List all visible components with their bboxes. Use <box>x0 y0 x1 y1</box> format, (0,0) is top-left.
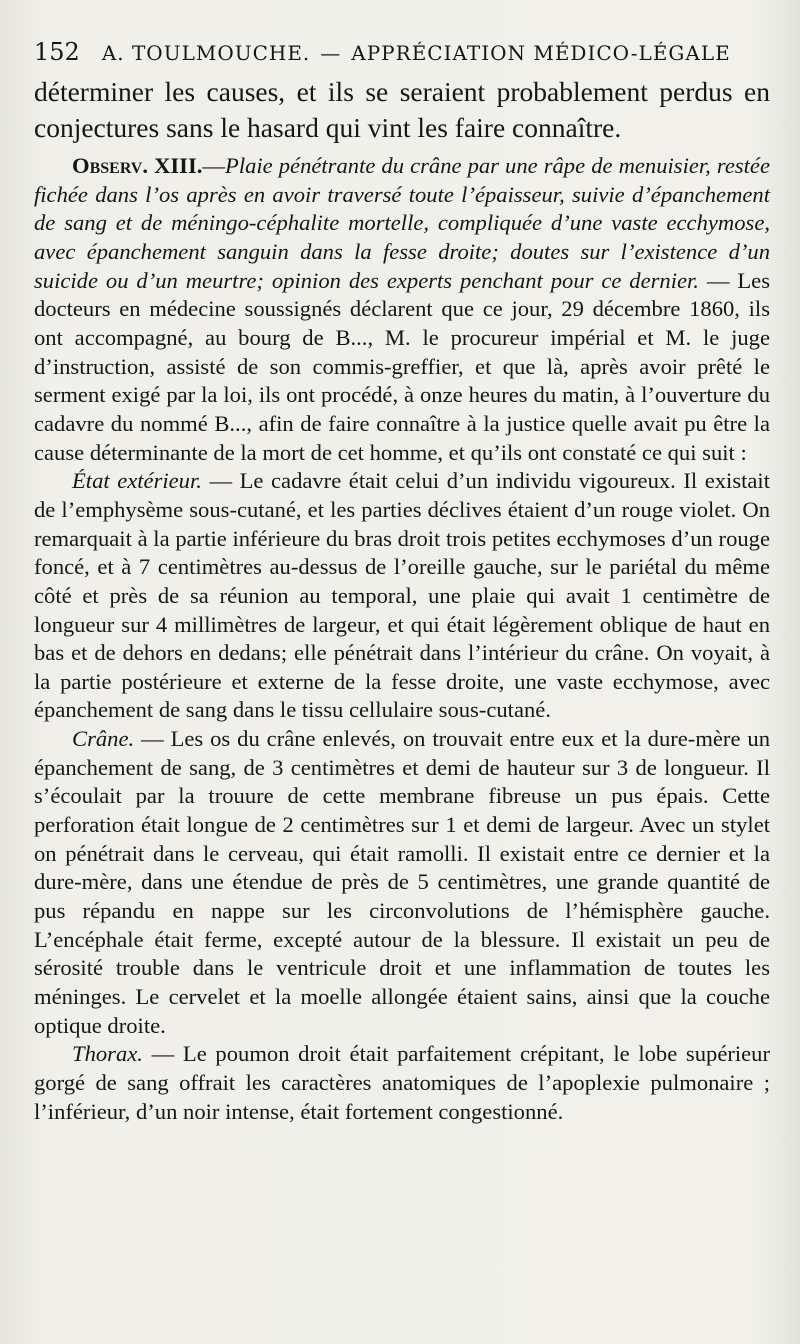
lead-paragraph: déterminer les causes, et ils se seraient probablement perdus en conjectures sans le hasard qui vint les faire connaître. <box>34 76 770 143</box>
section-thorax <box>34 1040 770 1126</box>
section-etat-exterieur <box>34 467 770 725</box>
observation-label: Observ. <box>72 153 149 178</box>
running-header <box>34 38 770 66</box>
observation-dash: — <box>202 153 226 178</box>
running-head-author: A. TOULMOUCHE. <box>101 41 311 65</box>
page-number: 152 <box>34 38 80 66</box>
running-head-dash: — <box>320 41 342 65</box>
running-head-title: APPRÉCIATION MÉDICO-LÉGALE <box>351 41 731 65</box>
running-head <box>102 41 770 65</box>
section-text: — Le poumon droit était parfaitement crépitant, le lobe supérieur gorgé de sang offrait les caractères anatomiques de l’apoplexie pulmonaire ; l’inférieur, d’un noir intense, était fortement congestionné. <box>34 1041 770 1124</box>
observation-text: — Les docteurs en médecine soussignés déclarent que ce jour, 29 décembre 1860, ils ont accompagné, au bourg de B..., M. le procureur impérial et M. le juge d’instruction, assisté de son commis-greffier, et que là, après avoir prêté le serment exigé par la loi, ils ont procédé, à onze heures du matin, à l’ouverture du cadavre du nommé B..., afin de faire connaître à la justice quelle avait pu être la cause déterminante de la mort de cet homme, et qu’ils ont constaté ce qui suit : <box>34 267 770 465</box>
section-heading: Thorax. <box>72 1041 143 1067</box>
observation-summary: Plaie pénétrante du crâne par une râpe de menuisier, restée fichée dans l’os après en avoir traversé toute l’épaisseur, suivie d’épanchement de sang et de méningo-céphalite mortelle, compliquée d’une vaste ecchymose, avec épanchement sanguin dans la fesse droite; doutes sur l’existence d’un suicide ou d’un meurtre; opinion des experts penchant pour ce dernier. <box>34 153 770 293</box>
observation-number: XIII. <box>154 153 203 178</box>
section-text: — Les os du crâne enlevés, on trouvait entre eux et la dure-mère un épanchement de sang, de 3 centimètres et demi de hauteur sur 3 de longueur. Il s’écoulait par la trouure de cette membrane fibreuse un pus épais. Cette perforation était longue de 2 centimètres sur 1 et demi de largeur. Avec un stylet on pénétrait dans le cerveau, qui était ramolli. Il existait entre ce dernier et la dure-mère, dans une étendue de près de 5 centimètres, une grande quantité de pus répandu en nappe sur les circonvolutions de l’hémisphère gauche. L’encéphale était ferme, excepté autour de la blessure. Il existait un peu de sérosité trouble dans le ventricule droit et une inflammation de toutes les méninges. Le cervelet et la moelle allongée étaient sains, ainsi que la couche optique droite. <box>34 726 770 1038</box>
observation-paragraph <box>34 152 770 467</box>
section-crane <box>34 725 770 1040</box>
section-heading: État extérieur. <box>72 468 202 494</box>
section-text: — Le cadavre était celui d’un individu vigoureux. Il existait de l’emphysème sous-cutané, et les parties déclives étaient d’un rouge violet. On remarquait à la partie inférieure du bras droit trois petites ecchymoses d’un rouge foncé, et à 7 centimètres au-dessus de l’oreille gauche, sur le pariétal du même côté et près de sa réunion au temporal, une plaie qui avait 1 centimètre de longueur sur 4 millimètres de largeur, et qui était légèrement oblique de haut en bas et de dehors en dedans; elle pénétrait dans l’intérieur du crâne. On voyait, à la partie postérieure et externe de la fesse droite, une vaste ecchymose, avec épanchement de sang dans le tissu cellulaire sous-cutané. <box>34 468 770 723</box>
section-heading: Crâne. <box>72 726 135 752</box>
